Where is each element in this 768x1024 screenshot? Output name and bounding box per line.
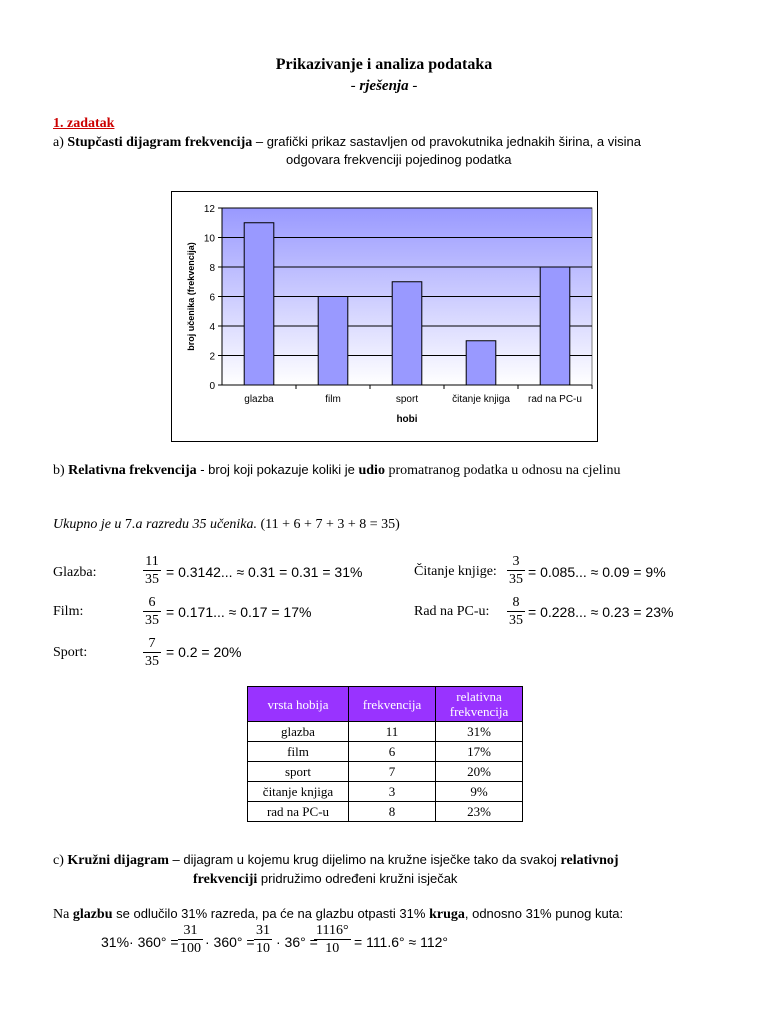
rel-glazba-fraction: $\frac{11}{35}$ [145,554,159,587]
part-c-line2: frekvenciji pridružimo određeni kružni isječak [193,871,458,887]
calc-part2: · 360° = [205,934,255,950]
part-a-line2: odgovara frekvenciji pojedinog podatka [286,152,512,167]
bar-glazba [244,223,274,385]
table-header: relativna frekvencija [436,687,523,722]
rel-film-label: Film: [53,604,84,619]
calc-fraction1: $\frac{31}{100}$ [180,923,201,956]
rel-rad-label: Rad na PC-u: [414,604,490,619]
bar-chart [172,192,597,441]
rel-rad-result: = 0.228... ≈ 0.23 = 23% [528,604,674,620]
y-tick-label: 12 [203,204,215,215]
bar-chart-frame [171,191,598,442]
x-tick-label: čitanje knjiga [452,394,510,405]
y-tick-label: 0 [209,381,215,392]
y-axis-label: broj učenika (frekvencija) [186,242,196,351]
table-cell: sport [248,762,349,782]
table-cell: 3 [349,782,436,802]
y-tick-label: 8 [209,263,215,274]
table-cell: rad na PC-u [248,802,349,822]
task-heading: 1. zadatak [53,116,115,131]
rel-sport-fraction: $\frac{7}{35}$ [145,636,159,669]
table-row [248,782,523,802]
table-cell: 23% [436,802,523,822]
x-tick-label: rad na PC-u [528,394,582,405]
table-row [248,742,523,762]
bar-rad-na-PC-u [540,267,570,385]
total-line: Ukupno je u 7.a razredu 35 učenika. (11 + 6 + 7 + 3 + 8 = 35) [53,517,400,532]
page-title: Prikazivanje i analiza podataka [275,56,493,73]
table-row [248,802,523,822]
frequency-table [247,686,523,822]
table-cell: 9% [436,782,523,802]
rel-sport-label: Sport: [53,645,88,660]
table-row [248,722,523,742]
part-b-line: b) Relativna frekvencija - broj koji pokazuje koliki je udio promatranog podatka u odnosu na cjelinu [53,462,621,478]
y-tick-label: 2 [209,351,215,363]
part-c-line1: c) Kružni dijagram – dijagram u kojemu krug dijelimo na kružne isječke tako da svakoj relativnoj [53,852,619,868]
rel-film-fraction: $\frac{6}{35}$ [145,595,159,628]
calc-result: = 111.6° ≈ 112° [354,934,449,950]
table-cell: 31% [436,722,523,742]
table-cell: čitanje knjiga [248,782,349,802]
calc-part3: · 36° = [276,934,318,950]
x-tick-label: glazba [244,394,274,405]
table-cell: 6 [349,742,436,762]
page-subtitle: - rješenja - [350,78,418,94]
rel-citanje-fraction: $\frac{3}{35}$ [509,554,523,587]
table-row [248,762,523,782]
x-axis-label: hobi [396,414,418,425]
y-tick-label: 4 [209,322,215,333]
table-cell: film [248,742,349,762]
x-tick-label: sport [395,394,419,405]
calc-fraction2: $\frac{31}{10}$ [256,923,270,956]
table-cell: 11 [349,722,436,742]
rel-glazba-result: = 0.3142... ≈ 0.31 = 0.31 = 31% [166,564,363,580]
table-cell: 17% [436,742,523,762]
rel-film-result: = 0.171... ≈ 0.17 = 17% [166,604,312,620]
y-tick-label: 6 [209,292,215,304]
bar-film [318,297,348,386]
glazba-line: Na glazbu se odlučilo 31% razreda, pa će na glazbu otpasti 31% kruga, odnosno 31% punog kuta: [53,906,624,922]
table-header: vrsta hobija [248,687,349,722]
table-cell: 20% [436,762,523,782]
rel-rad-fraction: $\frac{8}{35}$ [509,595,523,628]
table-header: frekvencija [349,687,436,722]
calc-fraction3: $\frac{1116^\circ}{10}$ [316,923,349,956]
rel-sport-result: = 0.2 = 20% [166,644,242,660]
calc-part1: 31%· 360° = [101,934,179,950]
rel-citanje-label: Čitanje knjige: [414,564,497,579]
x-tick-label: film [325,394,341,405]
y-tick-label: 10 [203,233,215,245]
bar-čitanje-knjiga [466,341,496,385]
table-cell: 7 [349,762,436,782]
rel-glazba-label: Glazba: [53,565,97,580]
table-cell: 8 [349,802,436,822]
bar-sport [392,282,422,385]
rel-citanje-result: = 0.085... ≈ 0.09 = 9% [528,564,666,580]
table-cell: glazba [248,722,349,742]
part-a-line1: a) Stupčasti dijagram frekvencija – grafički prikaz sastavljen od pravokutnika jednakih širina, a visina [53,134,641,150]
